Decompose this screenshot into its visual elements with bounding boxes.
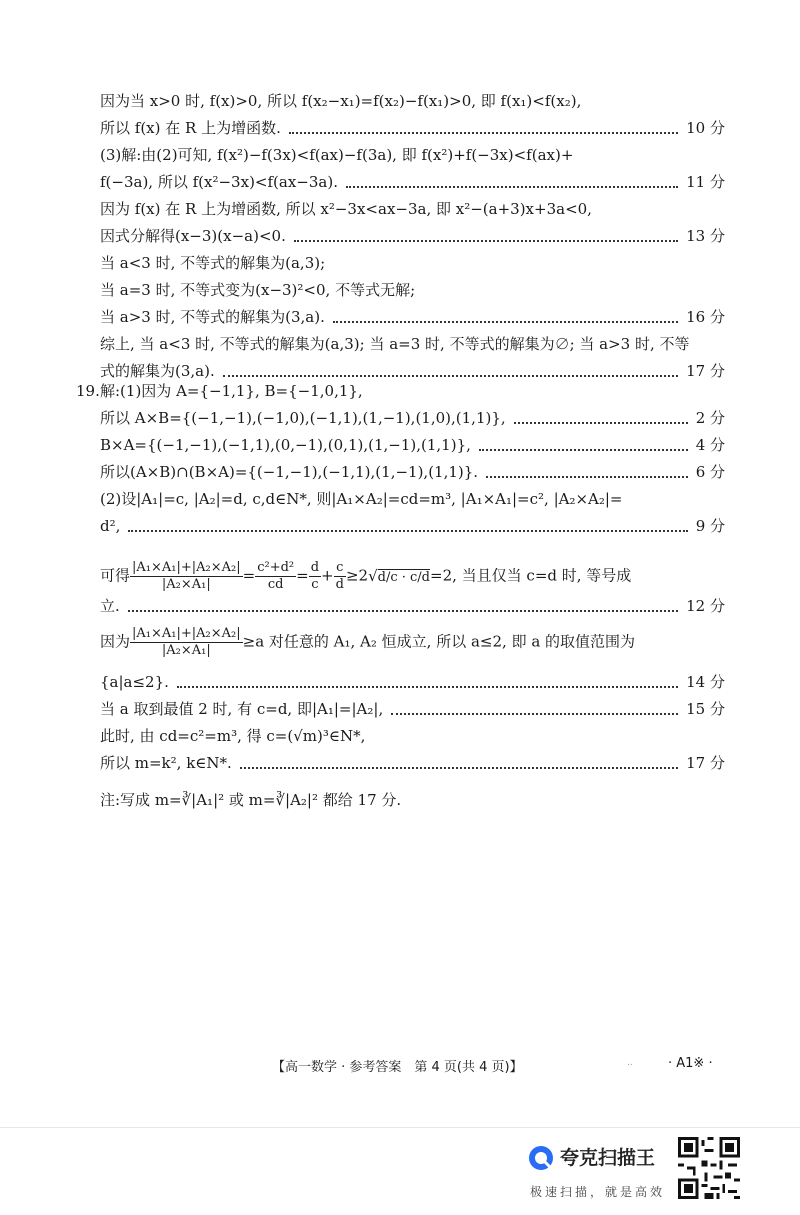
solution-line — [100, 699, 725, 719]
solution-line — [100, 753, 725, 773]
solution-line — [100, 145, 725, 165]
solution-line — [100, 334, 725, 354]
score-label: 17 分 — [686, 754, 725, 772]
formula-line-2 — [100, 626, 725, 666]
line-text: 因为当 x>0 时, f(x)>0, 所以 f(x₂−x₁)=f(x₂)−f(x₁)>0, 即 f(x₁)<f(x₂), — [100, 92, 582, 110]
score-label: 2 分 — [695, 409, 725, 427]
leader-dots — [479, 429, 688, 451]
leader-dots — [346, 166, 678, 188]
fraction-cd: $\frac{c}{d}$ — [335, 560, 344, 592]
line-text: 立. — [100, 597, 120, 615]
solution-line — [100, 361, 725, 381]
line-text: (2)设|A₁|=c, |A₂|=d, c,d∈N*, 则|A₁×A₂|=cd=m³, |A₁×A₁|=c², |A₂×A₂|= — [100, 490, 623, 508]
brand-slogan: 极速扫描，就是高效 — [530, 1185, 666, 1199]
leader-dots — [391, 693, 678, 715]
solution-line — [100, 91, 725, 111]
solution-line — [100, 280, 725, 300]
score-label: 15 分 — [686, 700, 725, 718]
line-text: 此时, 由 cd=c²=m³, 得 c=(√m)³∈N*, — [100, 727, 366, 745]
leader-dots — [289, 112, 678, 134]
score-label: 4 分 — [695, 436, 725, 454]
solution-line — [100, 489, 725, 509]
score-label: 6 分 — [695, 463, 725, 481]
score-label: 11 分 — [686, 173, 725, 191]
fraction-sum: $\frac{\text{|A₁×A₁|+|A₂×A₂|}}{\text{|A₂×A₁|}}$ — [132, 560, 241, 592]
solution-line — [100, 726, 725, 746]
line-text: 所以 f(x) 在 R 上为增函数. — [100, 119, 281, 137]
line-text: 因为 f(x) 在 R 上为增函数, 所以 x²−3x<ax−3a, 即 x²−(a+3)x+3a<0, — [100, 200, 592, 218]
score-label: 17 分 — [686, 362, 725, 380]
formula-prefix: 因为 — [100, 632, 131, 651]
leader-dots — [177, 666, 678, 688]
leader-dots — [223, 355, 678, 377]
solution-line — [100, 435, 725, 455]
fraction-dc: $\frac{d}{c}$ — [310, 560, 320, 592]
score-label: 14 分 — [686, 673, 725, 691]
solution-line — [100, 253, 725, 273]
line-text: 式的解集为(3,a). — [100, 362, 215, 380]
formula-tail: =2, 当且仅当 c=d 时, 等号成 — [430, 566, 632, 585]
line-text: 解:(1)因为 A={−1,1}, B={−1,0,1}, — [100, 382, 363, 400]
line-text: 所以(A×B)∩(B×A)={(−1,−1),(−1,1),(1,−1),(1,1)}. — [100, 463, 479, 481]
line-text: f(−3a), 所以 f(x²−3x)<f(ax−3a). — [100, 173, 338, 191]
formula-line-1: 可得 $\frac{\text{|A₁×A₁|+|A₂×A₂|}}{\text{|A₂×A₁|}}$ = $\frac{\text{c²+d²}}{cd}$ = $\frac{d}{c}$ + $\frac{c}{d}$ ≥2√d/c · c/d=2, 当且仅当 c=d 时, 等号成 — [100, 560, 632, 592]
line-text: 综上, 当 a<3 时, 不等式的解集为(a,3); 当 a=3 时, 不等式的解集为∅; 当 a>3 时, 不等 — [100, 335, 690, 353]
line-text: d², — [100, 517, 121, 535]
solution-line — [100, 172, 725, 192]
score-label: 12 分 — [686, 597, 725, 615]
footer-marks: .. — [627, 1058, 633, 1068]
solution-line — [100, 408, 725, 428]
score-label: 13 分 — [686, 227, 725, 245]
brand-name: 夸克扫描王 — [560, 1147, 656, 1169]
leader-dots — [294, 220, 678, 242]
sqrt-expr: √d/c · c/d — [368, 566, 430, 585]
leader-dots — [128, 510, 687, 532]
solution-line — [100, 462, 725, 482]
footer-title: 【高一数学 · 参考答案 第 4 页(共 4 页)】 — [272, 1060, 523, 1075]
line-text: {a|a≤2}. — [100, 673, 169, 691]
formula-tail: ≥a 对任意的 A₁, A₂ 恒成立, 所以 a≤2, 即 a 的取值范围为 — [242, 632, 636, 651]
quark-logo-icon — [528, 1145, 554, 1171]
footer-code: · A1※ · — [668, 1056, 713, 1071]
solution-line — [100, 381, 725, 401]
problem-number: 19. — [76, 382, 100, 400]
line-text: 所以 m=k², k∈N*. — [100, 754, 232, 772]
line-text: B×A={(−1,−1),(−1,1),(0,−1),(0,1),(1,−1),(1,1)}, — [100, 436, 471, 454]
solution-line — [100, 226, 725, 246]
leader-dots — [514, 402, 688, 424]
solution-line — [100, 199, 725, 219]
score-label: 9 分 — [695, 517, 725, 535]
line-text: 因式分解得(x−3)(x−a)<0. — [100, 227, 286, 245]
leader-dots — [333, 301, 678, 323]
line-text: 当 a=3 时, 不等式变为(x−3)²<0, 不等式无解; — [100, 281, 416, 299]
line-text: 当 a 取到最值 2 时, 有 c=d, 即|A₁|=|A₂|, — [100, 700, 384, 718]
line-text: 当 a<3 时, 不等式的解集为(a,3); — [100, 254, 326, 272]
solution-line — [100, 307, 725, 327]
score-label: 16 分 — [686, 308, 725, 326]
solution-line — [100, 516, 725, 536]
line-text: (3)解:由(2)可知, f(x²)−f(3x)<f(ax)−f(3a), 即 f(x²)+f(−3x)<f(ax)+ — [100, 146, 574, 164]
score-label: 10 分 — [686, 119, 725, 137]
line-text: 当 a>3 时, 不等式的解集为(3,a). — [100, 308, 325, 326]
line-text: 注:写成 m=∛|A₁|² 或 m=∛|A₂|² 都给 17 分. — [100, 791, 402, 809]
solution-line — [100, 672, 725, 692]
qr-code-icon — [678, 1137, 740, 1199]
leader-dots — [240, 747, 678, 769]
fraction-sum: $\frac{\text{|A₁×A₁|+|A₂×A₂|}}{\text{|A₂×A₁|}}$ — [132, 626, 241, 658]
fraction-c2d2: $\frac{\text{c²+d²}}{cd}$ — [257, 560, 295, 592]
solution-line — [100, 790, 725, 810]
leader-dots — [486, 456, 688, 478]
solution-line — [100, 118, 725, 138]
formula-prefix: 可得 — [100, 566, 131, 585]
line-text: 所以 A×B={(−1,−1),(−1,0),(−1,1),(1,−1),(1,0),(1,1)}, — [100, 409, 506, 427]
divider — [0, 1127, 800, 1128]
